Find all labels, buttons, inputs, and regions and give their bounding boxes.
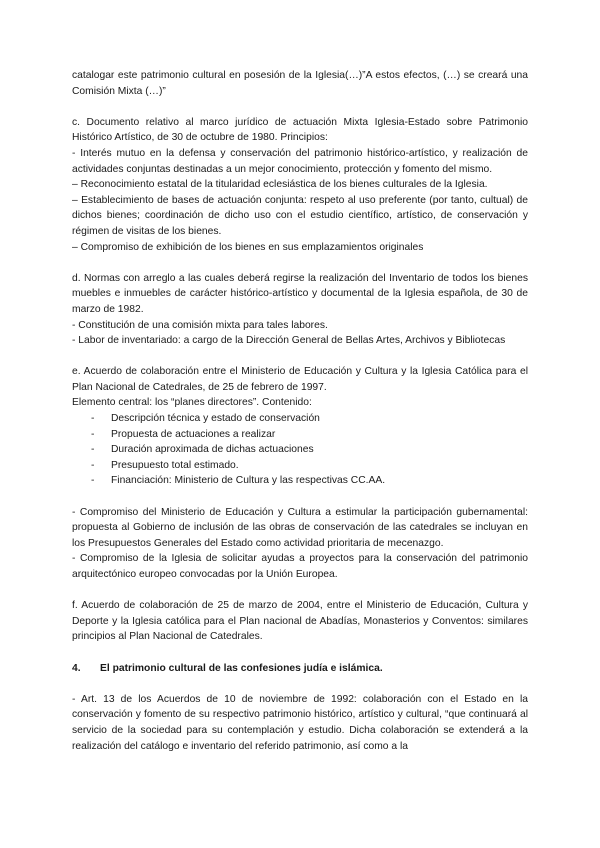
- section-d-intro: d. Normas con arreglo a las cuales deberá regirse la realización del Inventario de todos los bienes muebles e inmuebles de carácter histórico-artístico y documental de la Iglesia española, de 30 de marzo de 1982.: [72, 272, 528, 315]
- dash-bullet: -: [91, 475, 95, 487]
- section-c-point: - Interés mutuo en la defensa y conservación del patrimonio histórico-artístico, y realización de actividades conjuntas destinadas a un mejor conocimiento, protección y fomento del mismo.: [72, 147, 528, 175]
- document-page: [72, 68, 528, 754]
- dash-bullet: -: [91, 413, 95, 425]
- section-4: [72, 661, 528, 755]
- list-item-text: Financiación: Ministerio de Cultura y las respectivas CC.AA.: [111, 475, 386, 487]
- list-item: [72, 411, 528, 427]
- planes-directores-list: [72, 411, 528, 489]
- section-e-intro: e. Acuerdo de colaboración entre el Ministerio de Educación y Cultura y la Iglesia Católica para el Plan Nacional de Catedrales, de 25 de febrero de 1997.: [72, 366, 528, 393]
- section-d: [72, 271, 528, 349]
- section-f: [72, 598, 528, 645]
- section-c-point: – Reconocimiento estatal de la titularidad eclesiástica de los bienes culturales de la Iglesia.: [72, 179, 488, 191]
- dash-bullet: -: [91, 444, 95, 456]
- list-item-text: Duración aproximada de dichas actuaciones: [111, 444, 314, 456]
- section-4-text: - Art. 13 de los Acuerdos de 10 de noviembre de 1992: colaboración con el Estado en la conservación y fomento de su respectivo patrimonio histórico, artístico y cultural, “que continuará al servicio de la sociedad para su contemplación y estudio. Dicha colaboración se extenderá a la realización del catálogo e inventario del referido patrimonio, así como a la: [72, 693, 528, 752]
- section-4-number: 4.: [72, 662, 81, 674]
- list-item-text: Descripción técnica y estado de conservación: [111, 413, 320, 425]
- section-d-point: - Constitución de una comisión mixta para tales labores.: [72, 319, 328, 331]
- section-c-intro: c. Documento relativo al marco jurídico de actuación Mixta Iglesia-Estado sobre Patrimonio Histórico Artístico, de 30 de octubre de 1980. Principios:: [72, 116, 528, 144]
- section-d-point: - Labor de inventariado: a cargo de la Dirección General de Bellas Artes, Archivos y Bibliotecas: [72, 335, 506, 347]
- section-e-element-central: Elemento central: los “planes directores”. Contenido:: [72, 397, 312, 409]
- section-f-text: f. Acuerdo de colaboración de 25 de marzo de 2004, entre el Ministerio de Educación, Cultura y Deporte y la Iglesia católica para el Plan nacional de Abadías, Monasterios y Conventos: similares principios al Plan Nacional de Catedrales.: [72, 600, 528, 643]
- list-item: [72, 458, 528, 474]
- section-4-title: El patrimonio cultural de las confesiones judía e islámica.: [100, 662, 383, 674]
- section-4-heading: [72, 661, 528, 677]
- list-item-text: Presupuesto total estimado.: [111, 459, 239, 471]
- list-item: [72, 473, 528, 489]
- section-e-commitment: - Compromiso de la Iglesia de solicitar ayudas a proyectos para la conservación del patrimonio arquitectónico europeo convocadas por la Unión Europea.: [72, 553, 528, 580]
- list-item-text: Propuesta de actuaciones a realizar: [111, 428, 276, 440]
- section-c-point: – Establecimiento de bases de actuación conjunta: respeto al uso preferente (por tanto, cultual) de dichos bienes; coordinación de dicho uso con el estudio científico, artístico, de conservación y régimen de visitas de los bienes.: [72, 194, 528, 237]
- intro-paragraph: catalogar este patrimonio cultural en posesión de la Iglesia(…)”A estos efectos, (…) se creará una Comisión Mixta (…)”: [72, 70, 528, 97]
- section-e-commitment: - Compromiso del Ministerio de Educación y Cultura a estimular la participación gubernamental: propuesta al Gobierno de inclusión de las obras de conservación de las catedrales se incluyan en los Presupuestos Generales del Estado como actividad prioritaria de mecenazgo.: [72, 506, 528, 549]
- list-item: [72, 427, 528, 443]
- list-item: [72, 442, 528, 458]
- dash-bullet: -: [91, 459, 95, 471]
- section-c-point: – Compromiso de exhibición de los bienes en sus emplazamientos originales: [72, 241, 424, 253]
- section-c: [72, 115, 528, 255]
- dash-bullet: -: [91, 428, 95, 440]
- section-e: [72, 364, 528, 582]
